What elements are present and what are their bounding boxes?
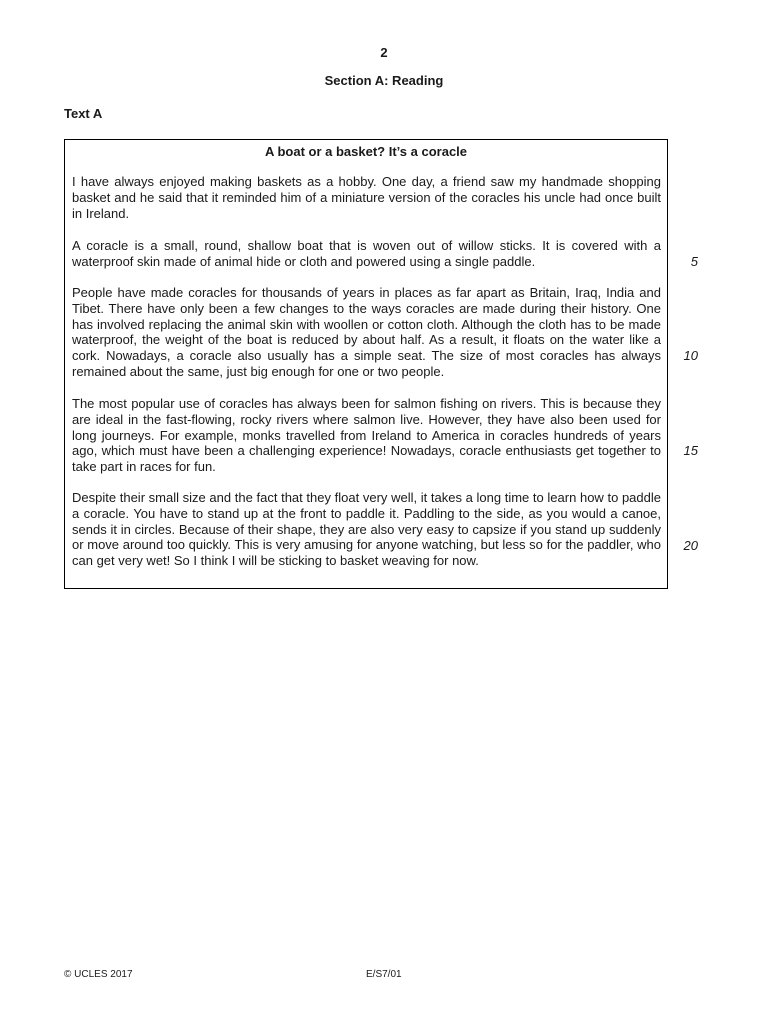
passage-paragraph-4: The most popular use of coracles has always been for salmon fishing on rivers. This is because they are ideal in the fast-flowing, rocky rivers where salmon live. However, they have also been used for long journeys. For example, monks travelled from Ireland to America in coracles hundreds of years ago, which must have been a challenging experience! Nowadays, coracle enthusiasts get together to take part in races for fun.	[72, 396, 661, 475]
passage-paragraph-1: I have always enjoyed making baskets as a hobby. One day, a friend saw my handmade shopping basket and he said that it reminded him of a miniature version of the coracles his uncle had once built in Ireland.	[72, 174, 661, 221]
section-title: Section A: Reading	[324, 73, 444, 88]
line-number-20: 20	[683, 538, 698, 553]
line-number-5: 5	[690, 254, 698, 269]
passage-paragraph-5: Despite their small size and the fact that they float very well, it takes a long time to learn how to paddle a coracle. You have to stand up at the front to paddle it. Paddling to the side, as you would a canoe, sends it in circles. Because of their shape, they are also very easy to capsize if you stand up suddenly or move around too quickly. This is very amusing for anyone watching, but less so for the paddler, who can get very wet! So I think I will be sticking to basket weaving for now.	[72, 490, 661, 569]
text-label: Text A	[64, 106, 103, 121]
page-number: 2	[380, 45, 388, 60]
passage-title: A boat or a basket? It’s a coracle	[264, 144, 468, 159]
line-number-10: 10	[683, 348, 698, 363]
line-number-15: 15	[683, 443, 698, 458]
passage-paragraph-3: People have made coracles for thousands of years in places as far apart as Britain, Iraq, India and Tibet. There have only been a few changes to the ways coracles are made during their history. One has involved replacing the animal skin with woollen or cotton cloth. Although the cloth has to be made waterproof, the weight of the boat is reduced by about half. As a result, it floats on the water like a cork. Nowadays, a coracle also usually has a simple seat. The size of most coracles has always remained about the same, just big enough for one or two people.	[72, 285, 661, 379]
paper-code: E/S7/01	[366, 969, 402, 980]
passage-paragraph-2: A coracle is a small, round, shallow boat that is woven out of willow sticks. It is covered with a waterproof skin made of animal hide or cloth and powered using a single paddle.	[72, 238, 661, 269]
reading-passage-box	[64, 139, 668, 589]
copyright-notice: © UCLES 2017	[64, 969, 133, 980]
